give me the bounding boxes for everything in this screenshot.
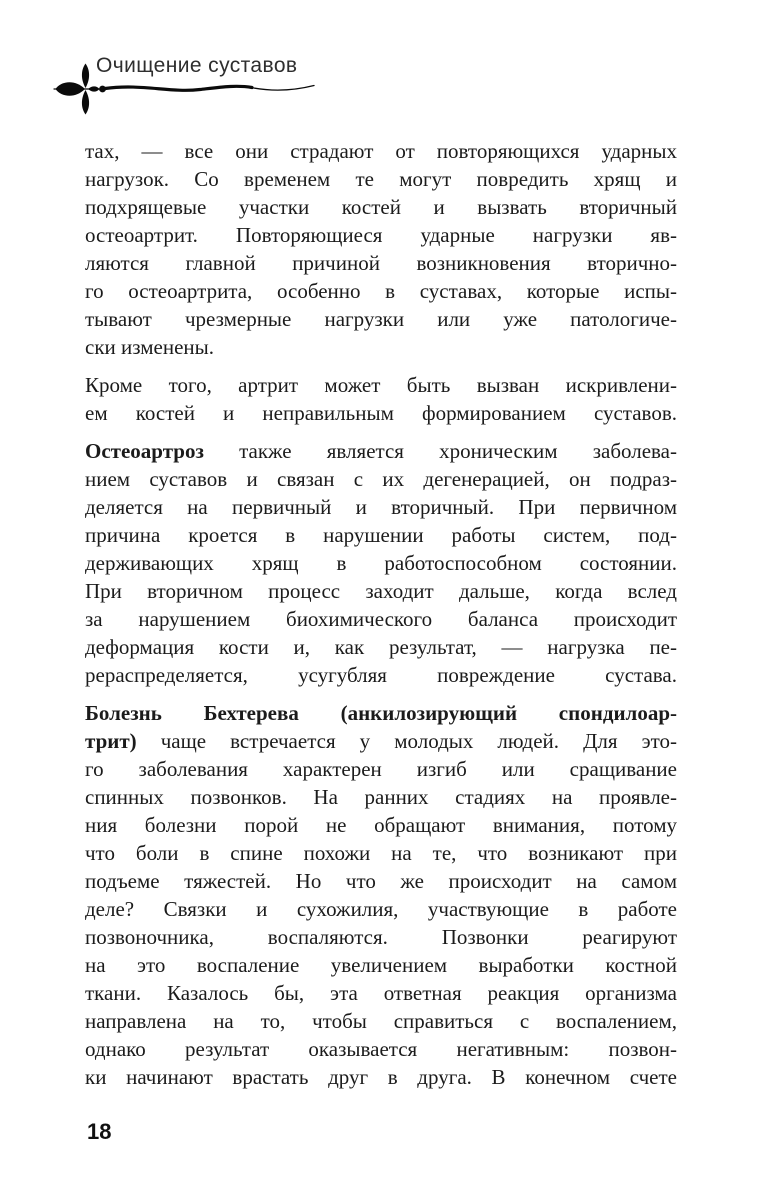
text-line <box>85 755 677 783</box>
text-line <box>85 979 677 1007</box>
text-segment: ткани. Казалось бы, эта ответная реакция организма <box>85 981 677 1005</box>
text-line <box>85 1035 677 1063</box>
text-segment: за нарушением биохимического баланса происходит <box>85 607 677 631</box>
text-line <box>85 221 677 249</box>
text-line <box>85 633 677 661</box>
text-line <box>85 193 677 221</box>
text-line <box>85 1007 677 1035</box>
text-segment: деле? Связки и сухожилия, участвующие в работе <box>85 897 677 921</box>
text-line <box>85 699 677 727</box>
text-line <box>85 399 677 427</box>
text-segment: подъеме тяжестей. Но что же происходит на самом <box>85 869 677 893</box>
text-line <box>85 277 677 305</box>
text-segment: нагрузок. Со временем те могут повредить хрящ и <box>85 167 677 191</box>
text-segment: держивающих хрящ в работоспособном состоянии. <box>85 551 677 575</box>
text-line <box>85 493 677 521</box>
text-line <box>85 811 677 839</box>
text-segment: нием суставов и связан с их дегенерацией, он подраз- <box>85 467 677 491</box>
text-line <box>85 371 677 399</box>
text-segment: При вторичном процесс заходит дальше, когда вслед <box>85 579 677 603</box>
text-line <box>85 727 677 755</box>
text-segment: ем костей и неправильным формированием суставов. <box>85 401 677 425</box>
text-line <box>85 249 677 277</box>
text-segment: на это воспаление увеличением выработки костной <box>85 953 677 977</box>
text-segment: подхрящевые участки костей и вызвать вторичный <box>85 195 677 219</box>
text-segment: спинных позвонков. На ранних стадиях на проявле- <box>85 785 677 809</box>
text-segment: рераспределяется, усугубляя повреждение сустава. <box>85 663 677 687</box>
text-line <box>85 465 677 493</box>
text-line <box>85 605 677 633</box>
text-line <box>85 165 677 193</box>
text-segment: остеоартрит. Повторяющиеся ударные нагрузки яв- <box>85 223 677 247</box>
text-line <box>85 437 677 465</box>
text-segment: Кроме того, артрит может быть вызван искривлени- <box>85 373 677 397</box>
text-line <box>85 951 677 979</box>
text-line <box>85 137 677 165</box>
text-line <box>85 895 677 923</box>
text-line <box>85 839 677 867</box>
paragraph <box>85 699 677 1091</box>
text-segment: чаще встречается у молодых людей. Для это- <box>136 729 677 753</box>
page-body-text <box>85 137 677 1101</box>
paragraph <box>85 437 677 689</box>
bold-text-segment: трит) <box>85 729 137 753</box>
text-segment: причина кроется в нарушении работы систем, под- <box>85 523 677 547</box>
text-segment: однако результат оказывается негативным: позвон- <box>85 1037 677 1061</box>
text-line <box>85 923 677 951</box>
text-segment: тах, — все они страдают от повторяющихся ударных <box>85 139 677 163</box>
text-segment: ния болезни порой не обращают внимания, потому <box>85 813 677 837</box>
running-header-title: Очищение суставов <box>96 54 298 77</box>
bold-text-segment: Остеоартроз <box>85 439 204 463</box>
text-segment: ски изменены. <box>85 335 215 359</box>
text-line <box>85 577 677 605</box>
text-line <box>85 867 677 895</box>
bold-text-segment: Болезнь Бехтерева (анкилозирующий спондилоар- <box>85 701 677 725</box>
text-line <box>85 305 677 333</box>
text-segment: что боли в спине похожи на те, что возникают при <box>85 841 677 865</box>
text-segment: ки начинают врастать друг в друга. В конечном счете <box>85 1065 677 1089</box>
text-line <box>85 661 677 689</box>
text-segment: ляются главной причиной возникновения вторично- <box>85 251 677 275</box>
text-line <box>85 783 677 811</box>
paragraph <box>85 137 677 361</box>
text-line <box>85 549 677 577</box>
text-line <box>85 521 677 549</box>
text-segment: деформация кости и, как результат, — нагрузка пе- <box>85 635 677 659</box>
text-segment: деляется на первичный и вторичный. При первичном <box>85 495 677 519</box>
text-line <box>85 1063 677 1091</box>
text-segment: позвоночника, воспаляются. Позвонки реагируют <box>85 925 677 949</box>
text-segment: го заболевания характерен изгиб или сращивание <box>85 757 677 781</box>
text-line <box>85 333 677 361</box>
paragraph <box>85 371 677 427</box>
text-segment: тывают чрезмерные нагрузки или уже патологиче- <box>85 307 677 331</box>
page-number: 18 <box>87 1119 112 1144</box>
text-segment: направлена на то, чтобы справиться с воспалением, <box>85 1009 677 1033</box>
text-segment: го остеоартрита, особенно в суставах, которые испы- <box>85 279 677 303</box>
text-segment: также является хроническим заболева- <box>203 439 677 463</box>
